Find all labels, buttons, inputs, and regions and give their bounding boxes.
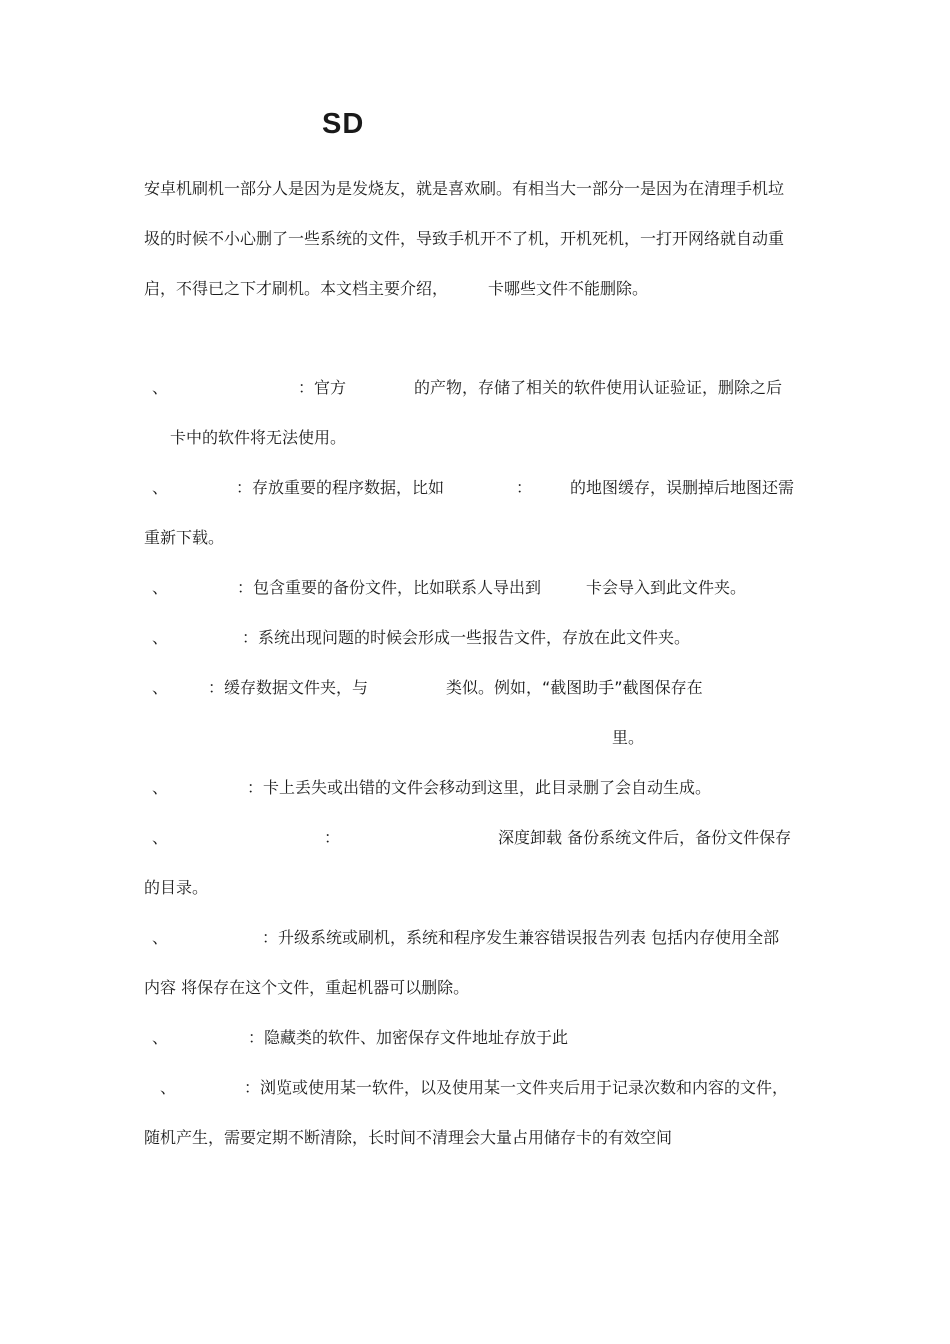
item-7-marker: 、 bbox=[152, 828, 169, 847]
item-6-label: ：卡上丢失或出错的文件会移动到这里，此目录删了会自动生成。 bbox=[247, 778, 712, 797]
item-4-marker: 、 bbox=[152, 628, 169, 647]
item-1-marker: 、 bbox=[152, 378, 169, 397]
item-2-text: 的地图缓存，误删掉后地图还需 bbox=[570, 478, 795, 497]
item-10-marker: 、 bbox=[160, 1078, 177, 1097]
item-8-marker: 、 bbox=[152, 928, 169, 947]
item-5-text: 类似。例如，“截图助手”截图保存在 bbox=[446, 678, 703, 697]
item-1-text: 的产物，存储了相关的软件使用认证验证，删除之后 bbox=[414, 378, 783, 397]
item-2-text-cont: 重新下载。 bbox=[144, 528, 225, 547]
item-2-label: ：存放重要的程序数据，比如 bbox=[236, 478, 445, 497]
intro-line-3b: 卡哪些文件不能删除。 bbox=[488, 279, 649, 298]
item-8-text-cont: 内容 将保存在这个文件，重起机器可以删除。 bbox=[144, 978, 470, 997]
item-6-marker: 、 bbox=[152, 778, 169, 797]
item-8-label: ：升级系统或刷机，系统和程序发生兼容错误报告列表 包括内存使用全部 bbox=[262, 928, 780, 947]
item-7-text: 深度卸载 备份系统文件后，备份文件保存 bbox=[498, 828, 792, 847]
item-5-marker: 、 bbox=[152, 678, 169, 697]
intro-line-3a: 启，不得已之下才刷机。本文档主要介绍， bbox=[144, 279, 449, 298]
item-5-text-cont: 里。 bbox=[612, 728, 645, 747]
item-7-text-cont: 的目录。 bbox=[144, 878, 209, 897]
intro-line-2: 圾的时候不小心删了一些系统的文件，导致手机开不了机，开机死机，一打开网络就自动重 bbox=[144, 229, 785, 248]
item-7-colon: ： bbox=[324, 828, 341, 847]
item-2-colon: ： bbox=[516, 478, 533, 497]
item-1-text-cont: 卡中的软件将无法使用。 bbox=[170, 428, 347, 447]
item-9-marker: 、 bbox=[152, 1028, 169, 1047]
item-2-marker: 、 bbox=[152, 478, 169, 497]
item-1-label: ：官方 bbox=[298, 378, 347, 397]
item-10-label: ：浏览或使用某一软件，以及使用某一文件夹后用于记录次数和内容的文件， bbox=[244, 1078, 789, 1097]
item-3-label: ：包含重要的备份文件，比如联系人导出到 bbox=[237, 578, 542, 597]
item-5-label: ：缓存数据文件夹，与 bbox=[208, 678, 369, 697]
item-9-label: ：隐藏类的软件、加密保存文件地址存放于此 bbox=[248, 1028, 569, 1047]
document-title: SD bbox=[322, 108, 365, 140]
item-3-marker: 、 bbox=[152, 578, 169, 597]
item-4-label: ：系统出现问题的时候会形成一些报告文件，存放在此文件夹。 bbox=[242, 628, 691, 647]
item-3-text: 卡会导入到此文件夹。 bbox=[586, 578, 747, 597]
item-10-text-cont: 随机产生，需要定期不断清除，长时间不清理会大量占用储存卡的有效空间 bbox=[144, 1128, 673, 1147]
intro-line-1: 安卓机刷机一部分人是因为是发烧友，就是喜欢刷。有相当大一部分一是因为在清理手机垃 bbox=[144, 179, 785, 198]
